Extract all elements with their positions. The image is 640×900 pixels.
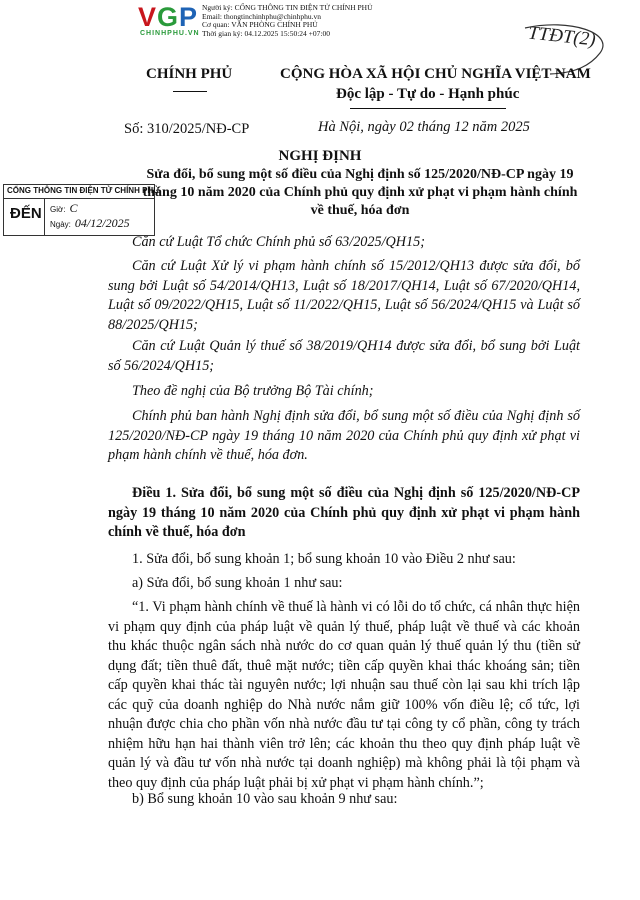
logo-letter-v: V	[138, 2, 158, 32]
stamp-header: CỔNG THÔNG TIN ĐIỆN TỬ CHÍNH PHỦ	[7, 186, 159, 195]
logo-letter-p: P	[179, 2, 199, 32]
issuer: CHÍNH PHỦ	[146, 66, 233, 82]
vgp-logo	[138, 4, 198, 31]
signature-time: Thời gian ký: 04.12.2025 15:50:24 +07:00	[202, 28, 330, 38]
signature-signer: Người ký: CỔNG THÔNG TIN ĐIỆN TỬ CHÍNH PHỦ	[202, 3, 373, 12]
motto: Độc lập - Tự do - Hạnh phúc	[336, 86, 520, 102]
article-1-item-1b: b) Bổ sung khoản 10 vào sau khoản 9 như sau:	[132, 791, 398, 807]
received-stamp	[3, 184, 159, 236]
article-1-item-1: 1. Sửa đổi, bổ sung khoản 1; bổ sung khoản 10 vào Điều 2 như sau:	[132, 551, 516, 567]
article-1-item-1a: a) Sửa đổi, bổ sung khoản 1 như sau:	[132, 575, 343, 591]
place-date: Hà Nội, ngày 02 tháng 12 năm 2025	[318, 119, 530, 135]
logo-letter-g: G	[157, 2, 180, 32]
stamp-ngay	[50, 216, 130, 231]
preamble-3: Căn cứ Luật Quản lý thuế số 38/2019/QH14 được sửa đổi, bổ sung bởi Luật số 56/2024/QH15;	[108, 338, 580, 374]
motto-underline	[350, 108, 506, 109]
stamp-gio-label: Giờ:	[50, 205, 66, 214]
preamble-2: Căn cứ Luật Xử lý vi phạm hành chính số 15/2012/QH13 được sửa đổi, bổ sung bởi Luật số 54/2014/QH13, Luật số 18/2017/QH14, Luật số 67/2020/QH14, Luật số 09/2022/QH15, Luật số 11/2022/QH15, Luật số 56/2024/QH15 và Luật số 88/2025/QH15;	[108, 258, 580, 333]
article-1-title: Điều 1. Sửa đổi, bổ sung một số điều của Nghị định số 125/2020/NĐ-CP ngày 19 tháng 10 năm 2020 của Chính phủ quy định xử phạt vi phạm hành chính về thuế, hóa đơn	[108, 485, 580, 540]
national-title: CỘNG HÒA XÃ HỘI CHỦ NGHĨA VIỆT NAM	[280, 66, 591, 82]
signature-agency: Cơ quan: VĂN PHÒNG CHÍNH PHỦ	[202, 20, 318, 30]
handwritten-note: TTĐT(2)	[527, 22, 597, 51]
digital-signature-block	[202, 4, 373, 38]
stamp-divider	[4, 198, 154, 199]
stamp-vertical-divider	[44, 198, 45, 235]
stamp-gio-value: C	[69, 201, 78, 215]
issuer-underline	[173, 91, 207, 92]
document-number: Số: 310/2025/NĐ-CP	[124, 121, 250, 137]
document-summary: Sửa đổi, bổ sung một số điều của Nghị định số 125/2020/NĐ-CP ngày 19 tháng 10 năm 2020 của Chính phủ quy định xử phạt vi phạm hành chính về thuế, hóa đơn	[142, 167, 578, 218]
preamble-1: Căn cứ Luật Tổ chức Chính phủ số 63/2025/QH15;	[132, 234, 425, 250]
signature-email: Email: thongtinchinhphu@chinhphu.vn	[202, 11, 321, 21]
stamp-ngay-label: Ngày:	[50, 220, 71, 229]
document-type: NGHỊ ĐỊNH	[278, 148, 362, 164]
stamp-den-label: ĐẾN	[10, 205, 42, 222]
preamble-4: Theo đề nghị của Bộ trưởng Bộ Tài chính;	[132, 383, 374, 399]
stamp-gio	[50, 201, 77, 216]
article-1-quote: “1. Vi phạm hành chính về thuế là hành vi có lỗi do tổ chức, cá nhân thực hiện vi phạm quy định của pháp luật về quản lý thuế, pháp luật về thuế và các khoản thu khác thuộc ngân sách nhà nước do cơ quan quản lý thuế quản lý thu (tiền sử dụng đất; tiền thuê đất, thuê mặt nước; tiền cấp quyền khai thác khoáng sản; tiền cấp quyền khai thác tài nguyên nước; lợi nhuận sau thuế còn lại sau khi trích lập các quỹ của doanh nghiệp do Nhà nước nắm giữ 100% vốn điều lệ; cổ tức, lợi nhuận được chia cho phần vốn nhà nước đầu tư tại công ty cổ phần, công ty trách nhiệm hữu hạn hai thành viên trở lên; các khoản thu theo quy định pháp luật về quản lý và đầu tư vốn nhà nước tại doanh nghiệp) mà không phải là tội phạm và theo quy định của pháp luật phải bị xử phạt vi phạm hành chính.”;	[108, 599, 580, 791]
stamp-ngay-value: 04/12/2025	[74, 216, 130, 230]
preamble-5: Chính phủ ban hành Nghị định sửa đổi, bổ sung một số điều của Nghị định số 125/2020/NĐ-CP ngày 19 tháng 10 năm 2020 của Chính phủ quy định xử phạt vi phạm hành chính về thuế, hóa đơn.	[108, 408, 580, 463]
logo-subtitle: CHINHPHU.VN	[140, 30, 200, 37]
